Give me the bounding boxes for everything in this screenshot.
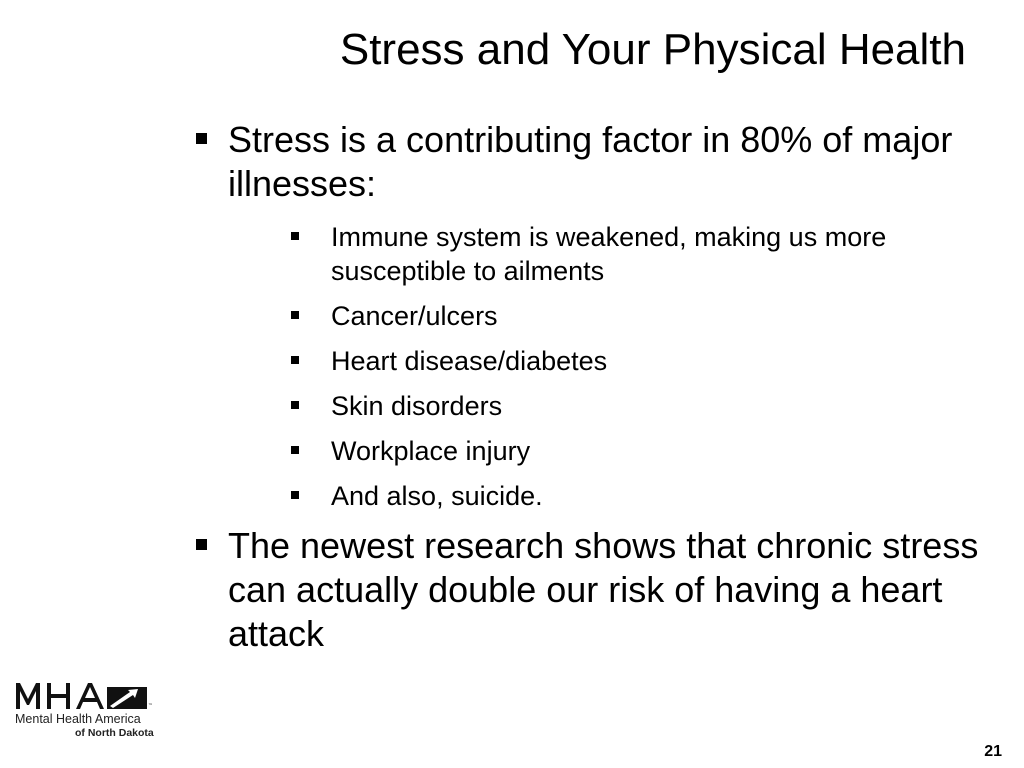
square-bullet-icon bbox=[291, 311, 299, 319]
sub-bullet-text: Immune system is weakened, making us more susceptible to ailments bbox=[331, 222, 887, 286]
page-number: 21 bbox=[984, 743, 1002, 760]
sub-bullet-item bbox=[190, 434, 1020, 468]
logo-letter-h bbox=[47, 683, 70, 709]
sub-bullet-item bbox=[190, 389, 1020, 423]
bullet-item-research bbox=[190, 524, 1020, 656]
sub-bullet-item bbox=[190, 479, 1020, 513]
bullet-list bbox=[190, 118, 1020, 656]
sub-bullet-item bbox=[190, 299, 1020, 333]
bullet-item-illnesses bbox=[190, 118, 1020, 206]
square-bullet-icon bbox=[291, 491, 299, 499]
square-bullet-icon bbox=[291, 401, 299, 409]
slide-title: Stress and Your Physical Health bbox=[339, 25, 966, 74]
square-bullet-icon bbox=[196, 133, 207, 144]
sub-bullet-list bbox=[190, 220, 1020, 513]
sub-bullet-text: And also, suicide. bbox=[331, 481, 543, 511]
logo-line1: Mental Health America bbox=[15, 712, 141, 726]
logo-letter-a bbox=[76, 683, 104, 709]
bullet-text: The newest research shows that chronic stress can actually double our risk of having a heart attack bbox=[228, 525, 979, 654]
logo-letter-m bbox=[16, 683, 40, 709]
sub-bullet-text: Skin disorders bbox=[331, 391, 503, 421]
sub-bullet-text: Workplace injury bbox=[331, 436, 531, 466]
sub-bullet-text: Cancer/ulcers bbox=[331, 301, 498, 331]
square-bullet-icon bbox=[291, 232, 299, 240]
bullet-text: Stress is a contributing factor in 80% of major illnesses: bbox=[228, 119, 953, 204]
logo-trademark: ™ bbox=[148, 703, 153, 709]
square-bullet-icon bbox=[196, 539, 207, 550]
sub-bullet-item bbox=[190, 344, 1020, 378]
sub-bullet-item bbox=[190, 220, 1020, 288]
square-bullet-icon bbox=[291, 446, 299, 454]
sub-bullet-text: Heart disease/diabetes bbox=[331, 346, 608, 376]
logo-line2: of North Dakota bbox=[75, 727, 154, 739]
square-bullet-icon bbox=[291, 356, 299, 364]
mha-logo bbox=[14, 681, 154, 741]
